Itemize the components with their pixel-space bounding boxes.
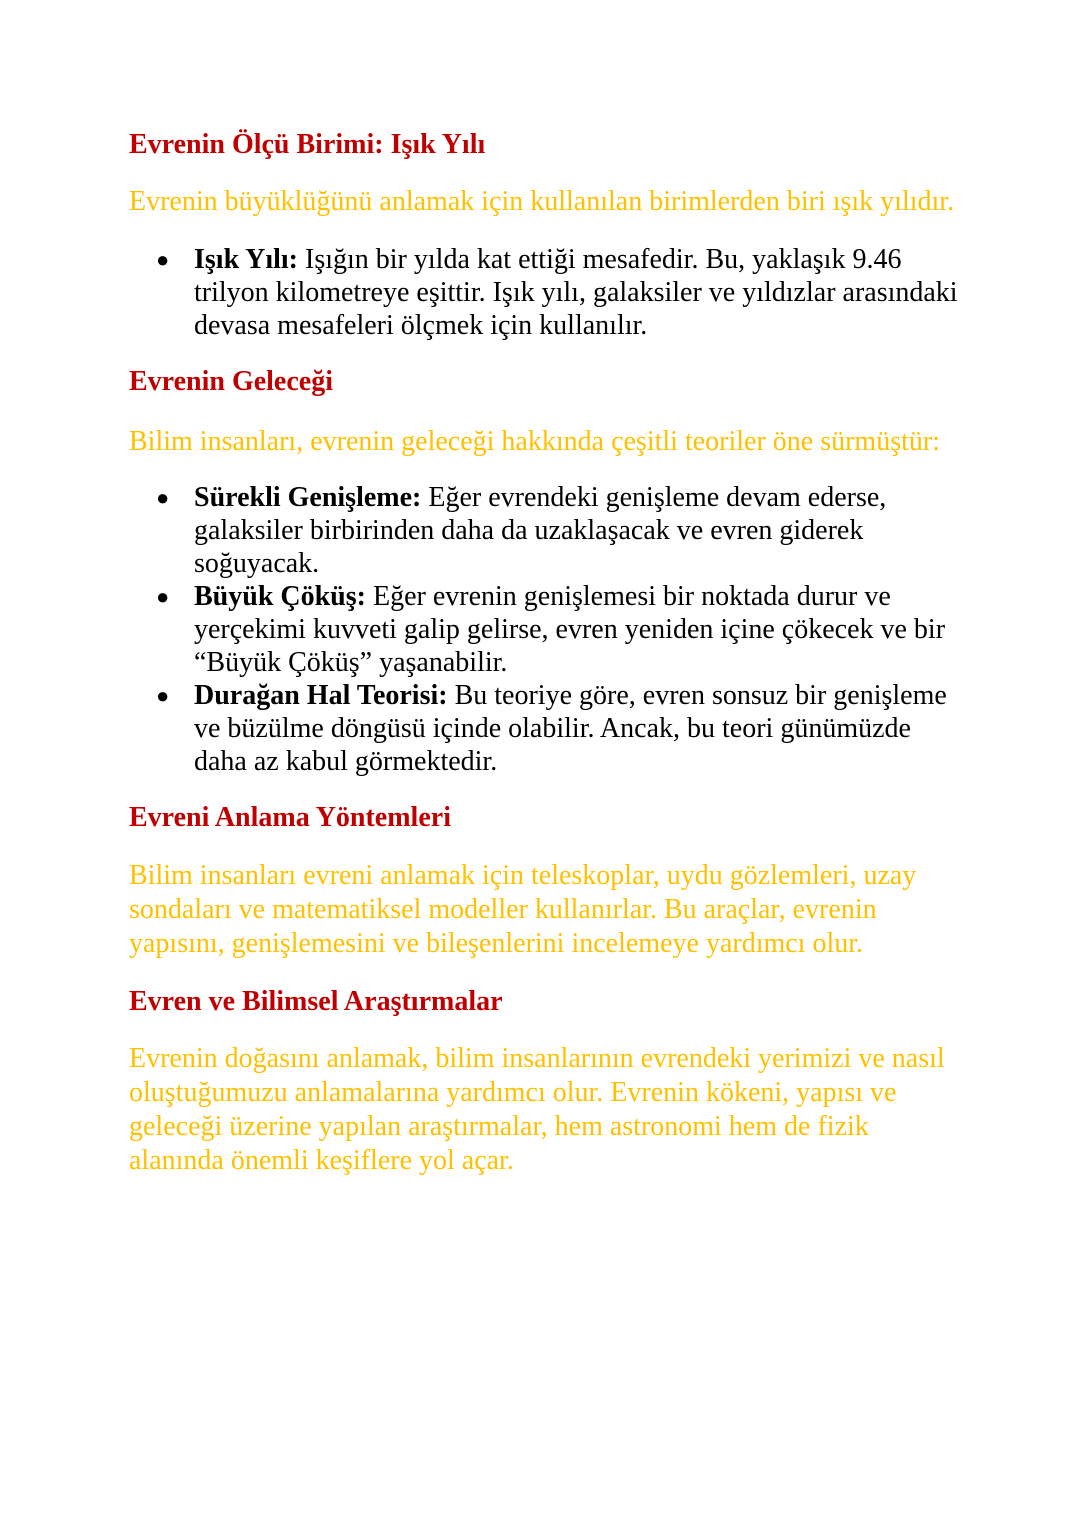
bullet-dot-icon: ● [156, 485, 170, 510]
list-item [129, 481, 959, 580]
list-item [129, 580, 959, 679]
list-item-term: Büyük Çöküş: [194, 581, 366, 612]
section-paragraph-future: Bilim insanları, evrenin geleceği hakkında çeşitli teoriler öne sürmüştür: [129, 426, 940, 457]
list-item [129, 243, 959, 342]
list-item-text: Eğer evrendeki genişleme devam ederse, galaksiler birbirinden daha da uzaklaşacak ve evren giderek soğuyacak. [194, 482, 887, 579]
list-item-text: Işığın bir yılda kat ettiği mesafedir. Bu, yaklaşık 9.46 trilyon kilometreye eşittir. Işık yılı, galaksiler ve yıldızlar arasındaki devasa mesafeleri ölçmek için kullanılır. [194, 244, 958, 341]
list-item-term: Sürekli Genişleme: [194, 482, 422, 513]
section-paragraph-methods: Bilim insanları evreni anlamak için teleskoplar, uydu gözlemleri, uzay sondaları ve matematiksel modeller kullanırlar. Bu araçlar, evrenin yapısını, genişlemesini ve bileşenlerini incelemeye yardımcı olur. [129, 860, 917, 959]
bullet-dot-icon: ● [156, 247, 170, 272]
section-paragraph-research: Evrenin doğasını anlamak, bilim insanlarının evrendeki yerimizi ve nasıl oluştuğumuzu anlamalarına yardımcı olur. Evrenin kökeni, yapısı ve geleceği üzerine yapılan araştırmalar, hem astronomi hem de fizik alanında önemli keşiflere yol açar. [129, 1043, 945, 1176]
bullet-dot-icon: ● [156, 584, 170, 609]
list-item [129, 679, 959, 778]
future-theories-list [129, 481, 959, 778]
light-year-list [129, 243, 959, 342]
section-heading-future: Evrenin Geleceği [129, 366, 333, 397]
list-item-text: Eğer evrenin genişlemesi bir noktada durur ve yerçekimi kuvveti galip gelirse, evren yeniden içine çökecek ve bir “Büyük Çöküş” yaşanabilir. [194, 581, 946, 678]
section-heading-methods: Evreni Anlama Yöntemleri [129, 802, 451, 833]
document-page [129, 128, 959, 1178]
section-heading-light-year: Evrenin Ölçü Birimi: Işık Yılı [129, 129, 486, 160]
list-item-term: Durağan Hal Teorisi: [194, 680, 448, 711]
bullet-dot-icon: ● [156, 683, 170, 708]
section-paragraph-light-year: Evrenin büyüklüğünü anlamak için kullanılan birimlerden biri ışık yılıdır. [129, 186, 955, 217]
section-heading-research: Evren ve Bilimsel Araştırmalar [129, 986, 503, 1017]
list-item-text: Bu teoriye göre, evren sonsuz bir genişleme ve büzülme döngüsü içinde olabilir. Ancak, bu teori günümüzde daha az kabul görmektedir. [194, 680, 947, 777]
list-item-term: Işık Yılı: [194, 244, 298, 275]
